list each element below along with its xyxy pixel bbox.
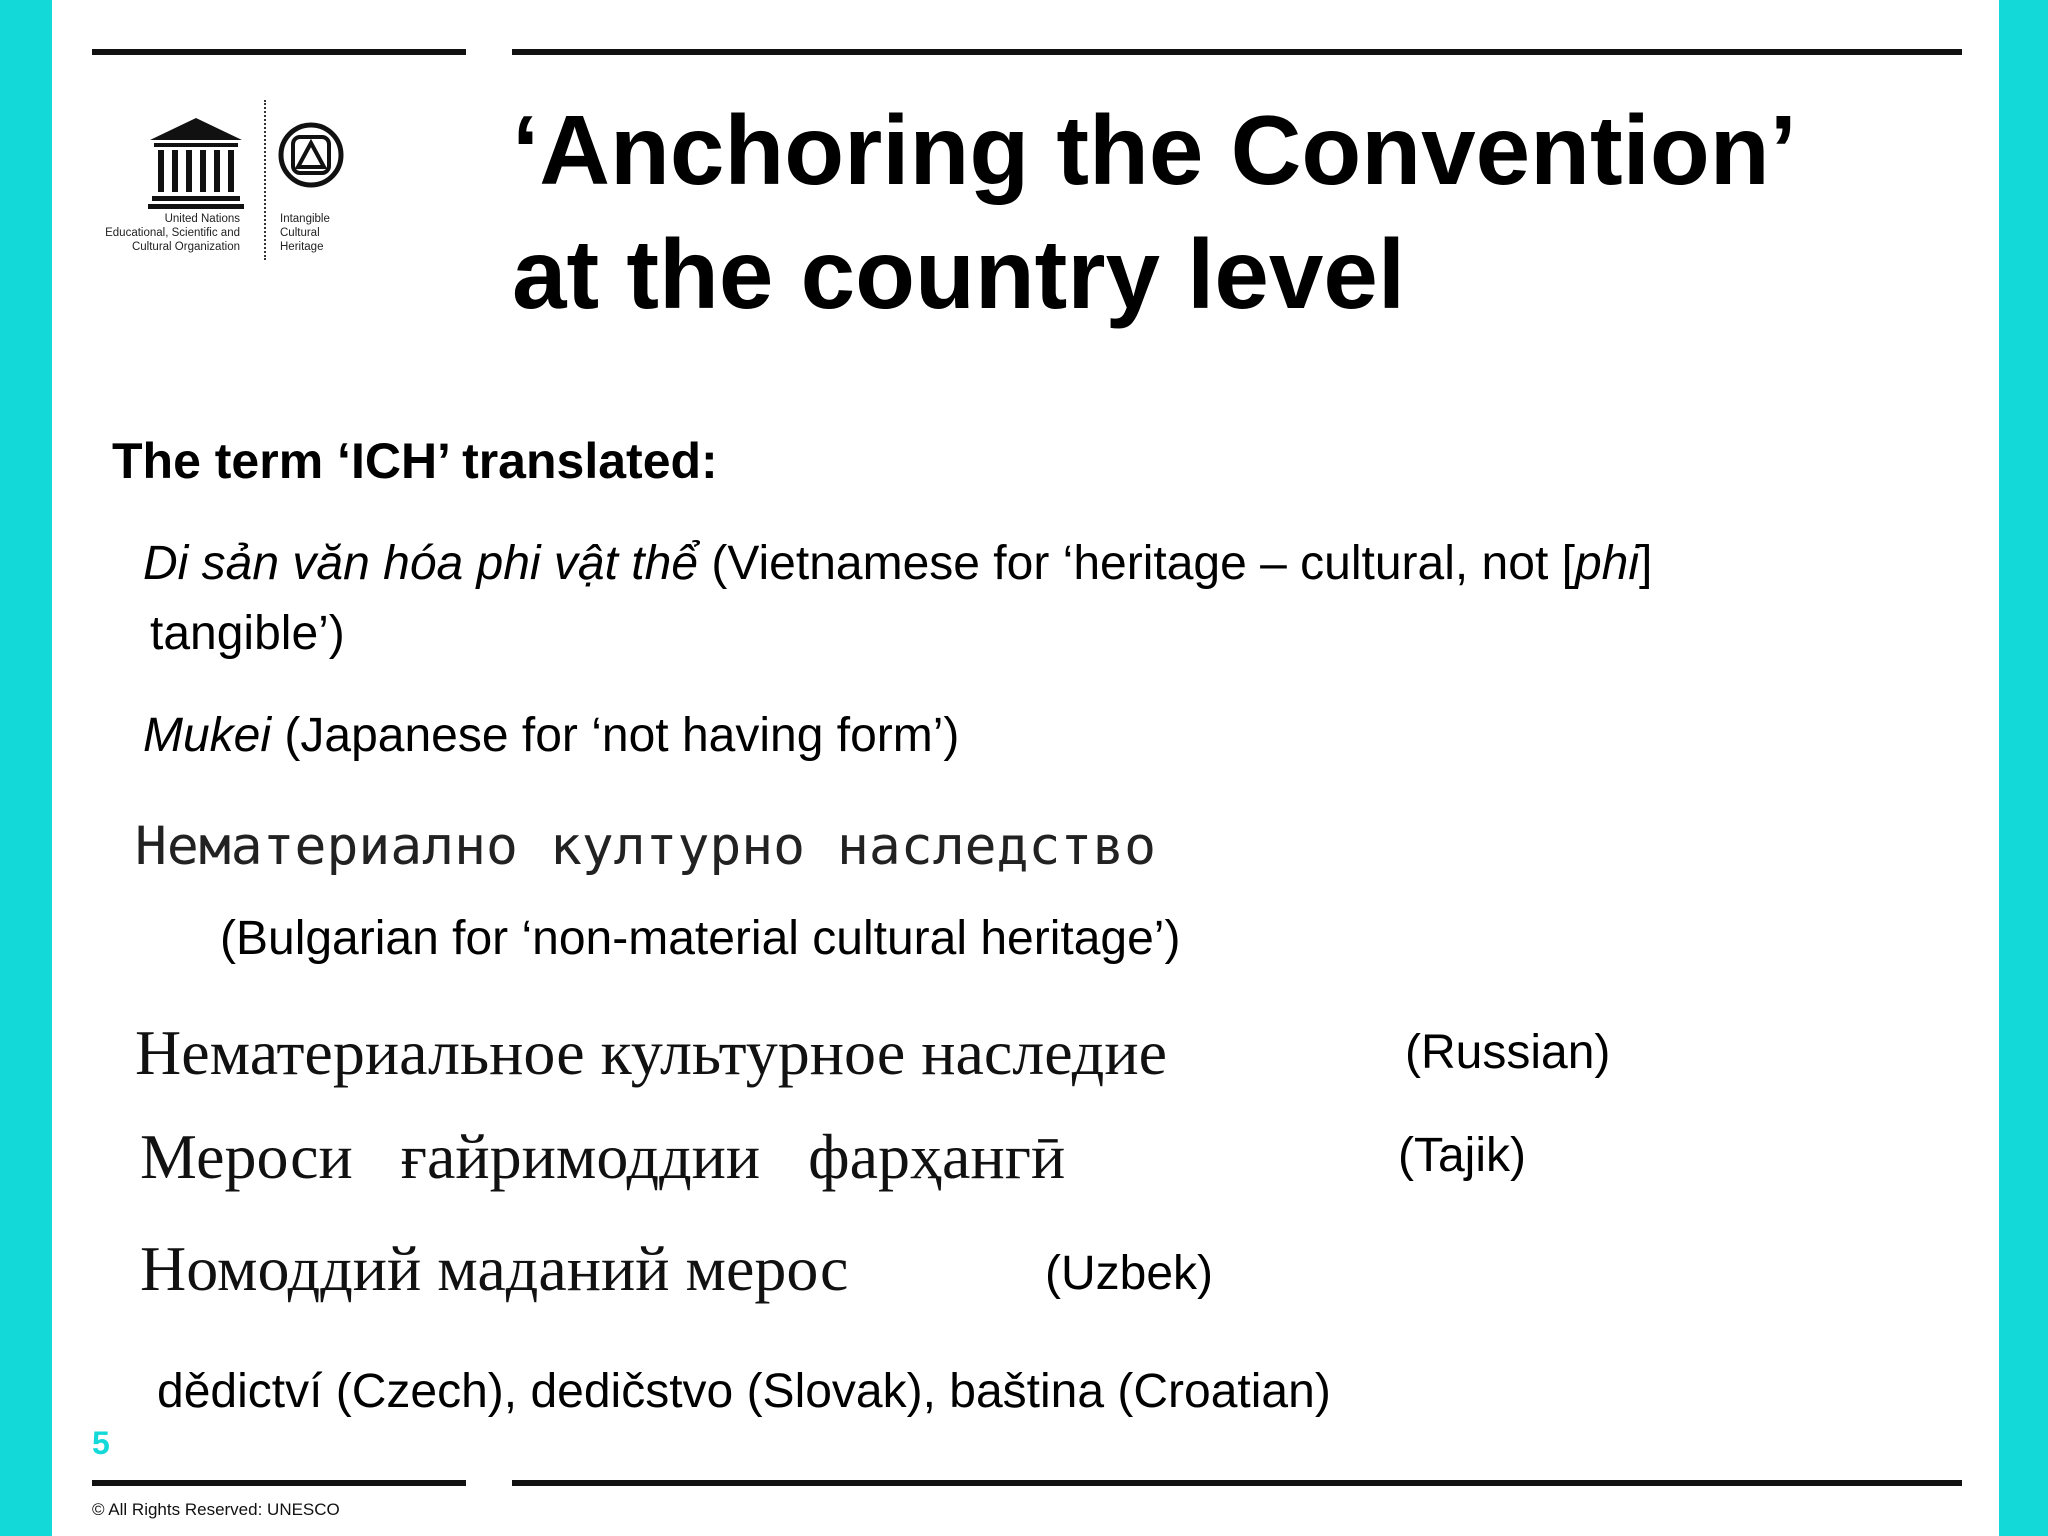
japanese-gloss: (Japanese for ‘not having form’)	[271, 709, 960, 762]
right-accent-bar	[1999, 0, 2048, 1536]
vietnamese-gloss-a: (Vietnamese for ‘heritage – cultural, not [	[698, 537, 1575, 590]
vietnamese-gloss-b: ]	[1639, 537, 1653, 590]
slide-title	[512, 88, 1972, 336]
ich-emblem-icon	[276, 120, 346, 190]
bulgarian-term: Нематериално културно наследство	[135, 816, 1157, 877]
ich-line-3: Heritage	[280, 241, 324, 253]
ich-line-1: Intangible	[280, 213, 330, 225]
bulgarian-gloss: (Bulgarian for ‘non-material cultural heritage’)	[220, 912, 1181, 965]
japanese-line	[143, 702, 959, 770]
vietnamese-term: Di sản văn hóa phi vật thể	[143, 537, 699, 590]
logo-divider	[264, 100, 266, 260]
bottom-rule-left	[92, 1480, 466, 1486]
org-name-line-2: Educational, Scientific and	[105, 227, 240, 239]
top-rule-left	[92, 49, 466, 55]
bottom-rule-right	[512, 1480, 1962, 1486]
vietnamese-gloss-phi: phi	[1574, 537, 1640, 590]
heritage-words-line: dědictví (Czech), dedičstvo (Slovak), baština (Croatian)	[157, 1365, 1331, 1418]
org-name-line-1: United Nations	[164, 213, 240, 225]
subheading: The term ‘ICH’ translated:	[112, 433, 718, 489]
tajik-term: Мероси ғайримоддии фарҳангӣ	[140, 1121, 1066, 1192]
russian-term: Нематериальное культурное наследие	[135, 1017, 1167, 1088]
page-number: 5	[92, 1425, 110, 1461]
uzbek-gloss: (Uzbek)	[1045, 1247, 1214, 1300]
tajik-gloss: (Tajik)	[1398, 1129, 1526, 1182]
top-rule-right	[512, 49, 1962, 55]
title-line-2: at the country level	[512, 219, 1406, 329]
russian-gloss: (Russian)	[1405, 1026, 1611, 1079]
unesco-ich-logo	[88, 96, 348, 296]
title-line-1: ‘Anchoring the Convention’	[512, 95, 1797, 205]
japanese-term: Mukei	[143, 709, 272, 762]
copyright-notice: © All Rights Reserved: UNESCO	[92, 1500, 340, 1519]
ich-line-2: Cultural	[280, 227, 320, 239]
unesco-temple-icon	[146, 114, 246, 214]
org-name-line-3: Cultural Organization	[131, 241, 240, 253]
left-accent-bar	[0, 0, 52, 1536]
vietnamese-line	[143, 530, 1652, 598]
uzbek-term: Номоддий маданий мерос	[140, 1233, 849, 1304]
vietnamese-gloss-line-2: tangible’)	[150, 607, 345, 660]
